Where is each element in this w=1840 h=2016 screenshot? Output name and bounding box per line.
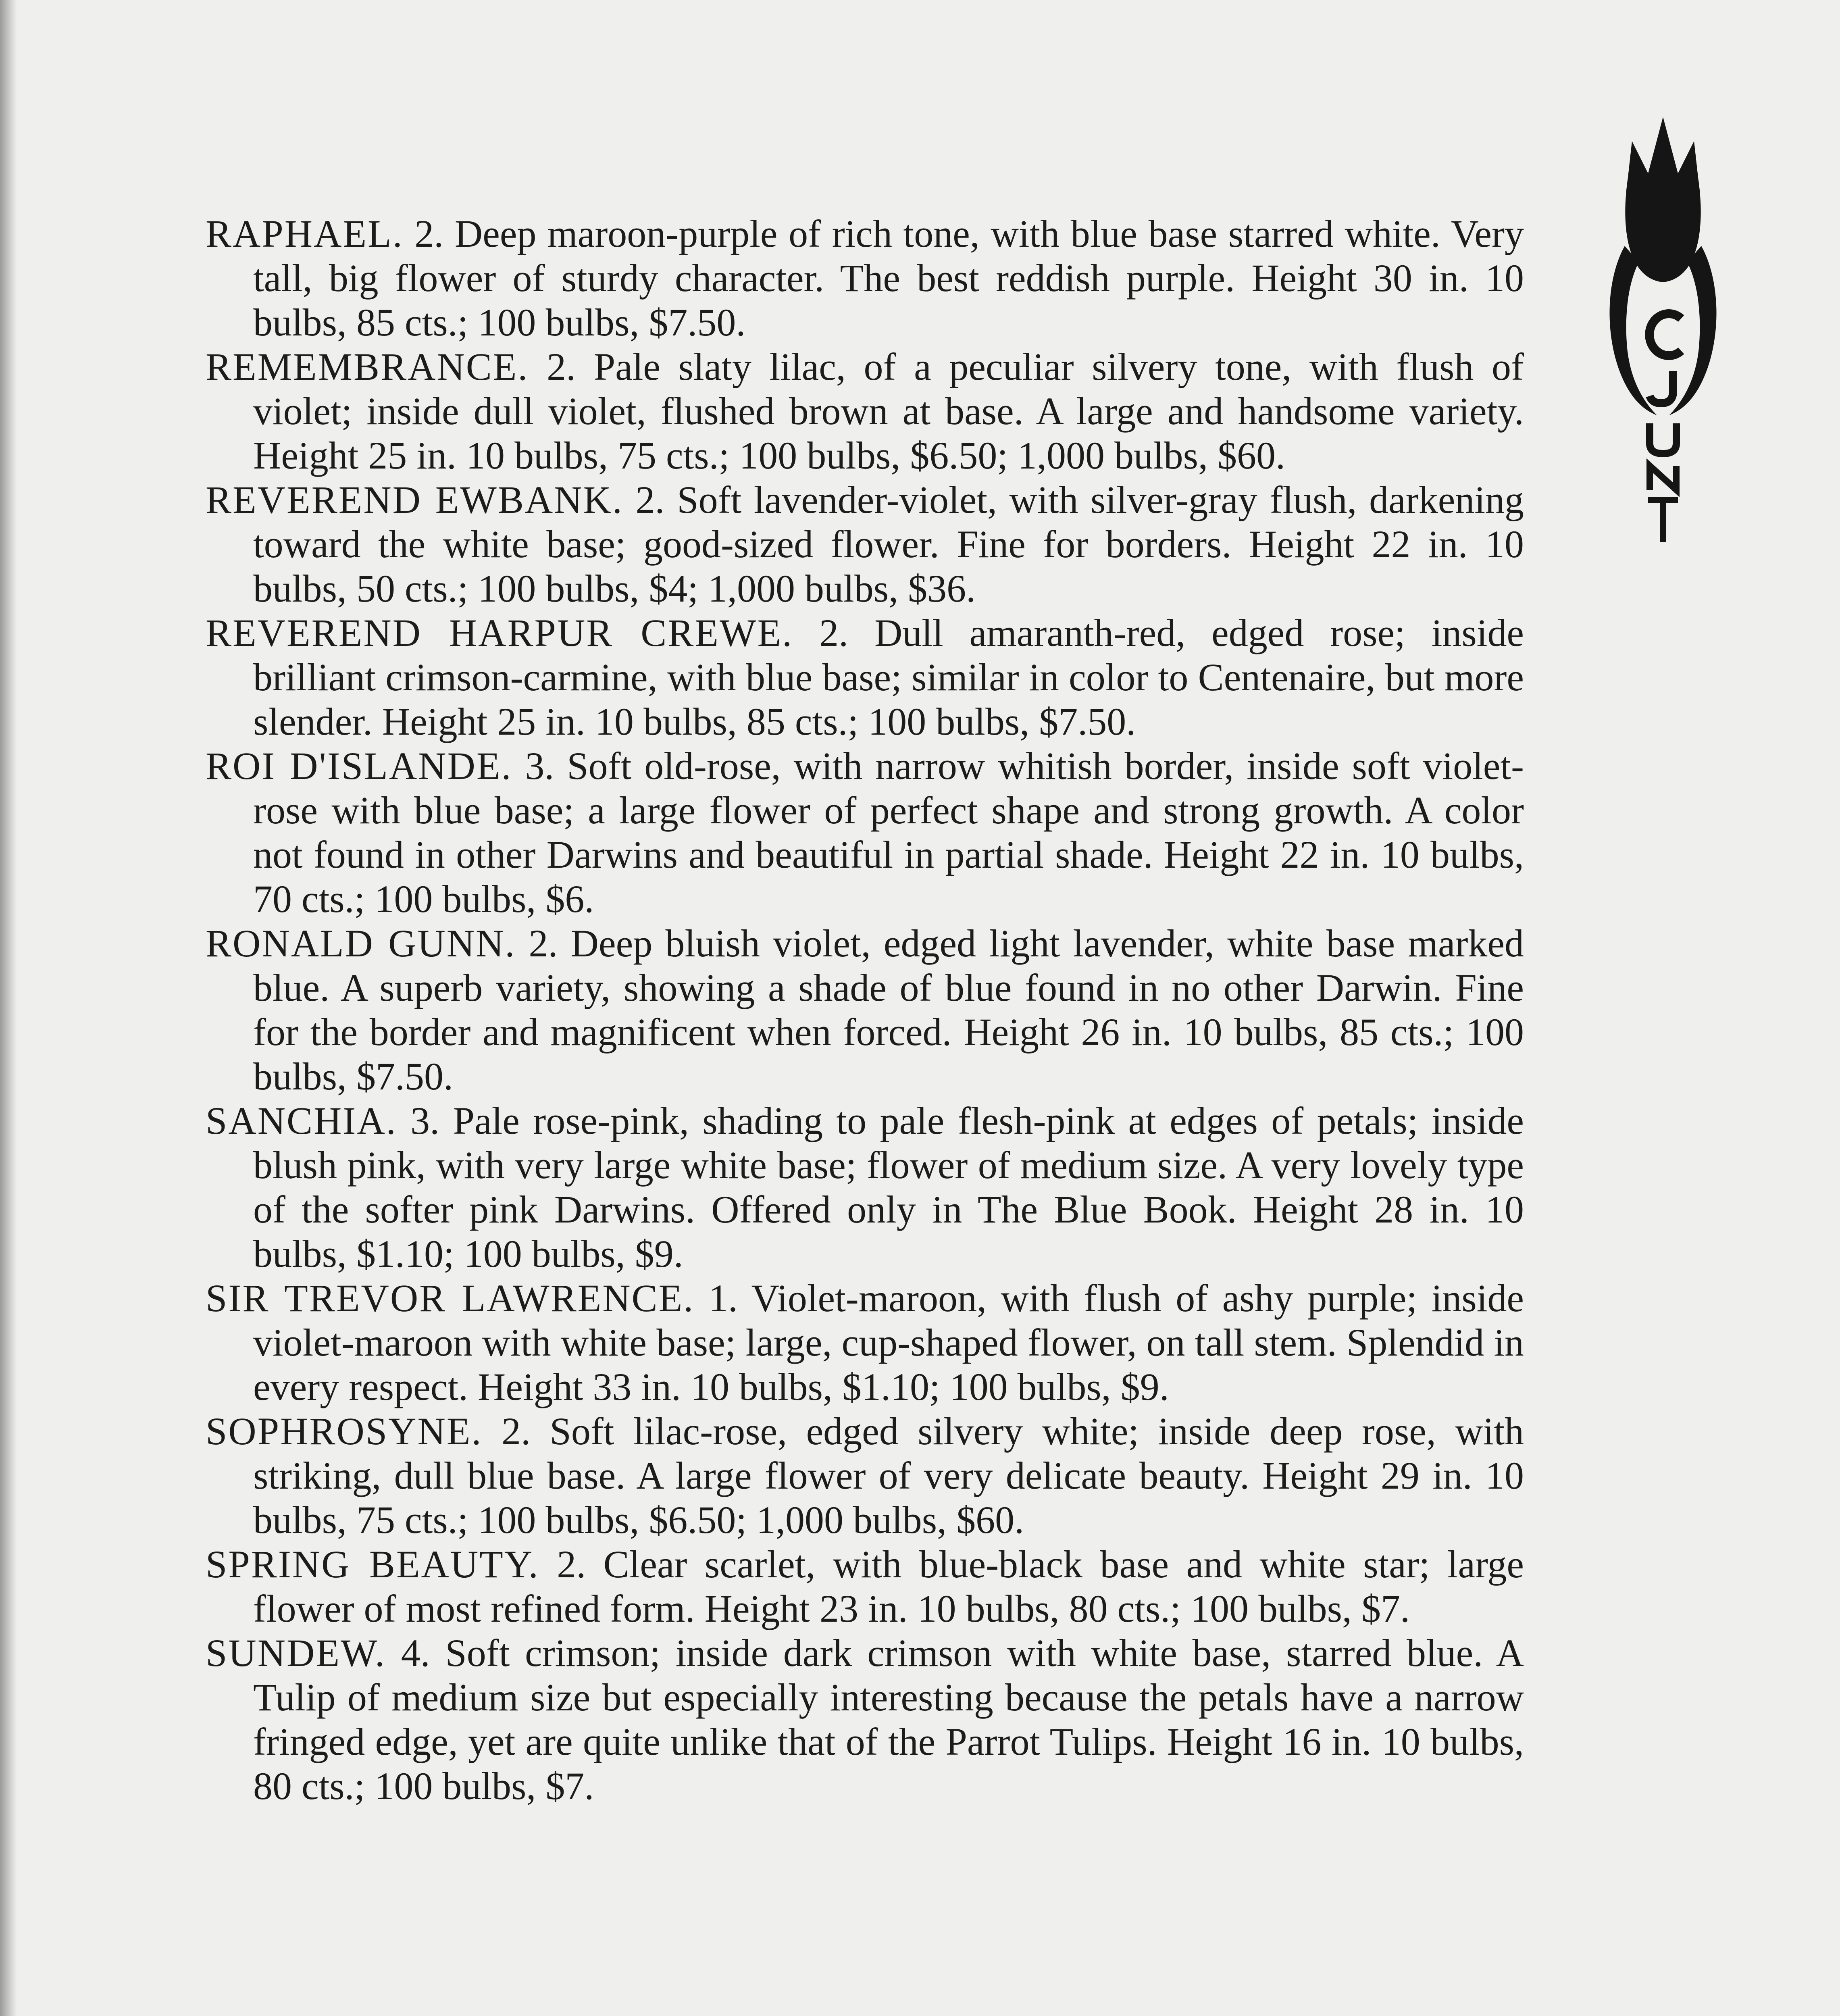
entry-list xyxy=(206,212,1524,1808)
tulip-monogram-icon xyxy=(1596,93,1730,548)
entry-reverend-ewbank xyxy=(206,478,1524,611)
entry-name: REMEMBRANCE. xyxy=(206,345,529,388)
entry-name: SOPHROSYNE. xyxy=(206,1410,483,1453)
entry-text: 3. Pale rose-pink, shading to pale flesh-pink at edges of petals; inside blush pink, with very large white base; flower of medium size. A very lovely type of the softer pink Darwins. Offered only in The Blue Book. Height 28 in. 10 bulbs, $1.10; 100 bulbs, $9. xyxy=(253,1099,1524,1275)
entry-text: 2. Soft lavender-violet, with silver-gray flush, darkening toward the white base; good-sized flower. Fine for borders. Height 22 in. 10 bulbs, 50 cts.; 100 bulbs, $4; 1,000 bulbs, $36. xyxy=(253,478,1524,610)
entry-text: 2. Dull amaranth-red, edged rose; inside brilliant crimson-carmine, with blue base; similar in color to Centenaire, but more slender. Height 25 in. 10 bulbs, 85 cts.; 100 bulbs, $7.50. xyxy=(253,611,1524,743)
entry-spring-beauty xyxy=(206,1542,1524,1631)
entry-name: REVEREND HARPUR CREWE. xyxy=(206,611,793,654)
entry-text: 2. Pale slaty lilac, of a peculiar silvery tone, with flush of violet; inside dull violet, flushed brown at base. A large and handsome variety. Height 25 in. 10 bulbs, 75 cts.; 100 bulbs, $6.50; 1,000 bulbs, $60. xyxy=(253,345,1524,477)
entry-name: RAPHAEL. xyxy=(206,212,404,255)
entry-reverend-harpur-crewe xyxy=(206,611,1524,744)
entry-sundew xyxy=(206,1631,1524,1808)
entry-ronald-gunn xyxy=(206,921,1524,1099)
entry-name: SIR TREVOR LAWRENCE. xyxy=(206,1277,695,1320)
entry-sanchia xyxy=(206,1099,1524,1276)
entry-text: 2. Soft lilac-rose, edged silvery white; inside deep rose, with striking, dull blue base. A large flower of very delicate beauty. Height 29 in. 10 bulbs, 75 cts.; 100 bulbs, $6.50; 1,000 bulbs, $60. xyxy=(253,1410,1524,1541)
entry-name: SPRING BEAUTY. xyxy=(206,1543,539,1586)
entry-text: 4. Soft crimson; inside dark crimson with white base, starred blue. A Tulip of medium size but especially interesting because the petals have a narrow fringed edge, yet are quite unlike that of the Parrot Tulips. Height 16 in. 10 bulbs, 80 cts.; 100 bulbs, $7. xyxy=(253,1631,1524,1808)
entry-name: ROI D'ISLANDE. xyxy=(206,744,512,787)
entry-name: SUNDEW. xyxy=(206,1631,386,1674)
binding-edge xyxy=(0,0,17,2016)
entry-remembrance xyxy=(206,345,1524,478)
entry-roi-dislande xyxy=(206,744,1524,921)
entry-raphael xyxy=(206,212,1524,345)
entry-text: 1. Violet-maroon, with flush of ashy purple; inside violet-maroon with white base; large, cup-shaped flower, on tall stem. Splendid in every respect. Height 33 in. 10 bulbs, $1.10; 100 bulbs, $9. xyxy=(253,1277,1524,1408)
entry-sophrosyne xyxy=(206,1409,1524,1542)
entry-text: 3. Soft old-rose, with narrow whitish border, inside soft violet-rose with blue base; a large flower of perfect shape and strong growth. A color not found in other Darwins and beautiful in partial shade. Height 22 in. 10 bulbs, 70 cts.; 100 bulbs, $6. xyxy=(253,744,1524,921)
entry-sir-trevor-lawrence xyxy=(206,1276,1524,1409)
entry-name: SANCHIA. xyxy=(206,1099,397,1142)
entry-text: 2. Deep maroon-purple of rich tone, with blue base starred white. Very tall, big flower of sturdy character. The best reddish purple. Height 30 in. 10 bulbs, 85 cts.; 100 bulbs, $7.50. xyxy=(253,212,1524,344)
entry-name: RONALD GUNN. xyxy=(206,922,516,965)
entry-text: 2. Clear scarlet, with blue-black base and white star; large flower of most refined form. Height 23 in. 10 bulbs, 80 cts.; 100 bulbs, $7. xyxy=(253,1543,1524,1630)
entry-name: REVEREND EWBANK. xyxy=(206,478,623,521)
entry-text: 2. Deep bluish violet, edged light lavender, white base marked blue. A superb variety, showing a shade of blue found in no other Darwin. Fine for the border and magnificent when forced. Height 26 in. 10 bulbs, 85 cts.; 100 bulbs, $7.50. xyxy=(253,922,1524,1098)
